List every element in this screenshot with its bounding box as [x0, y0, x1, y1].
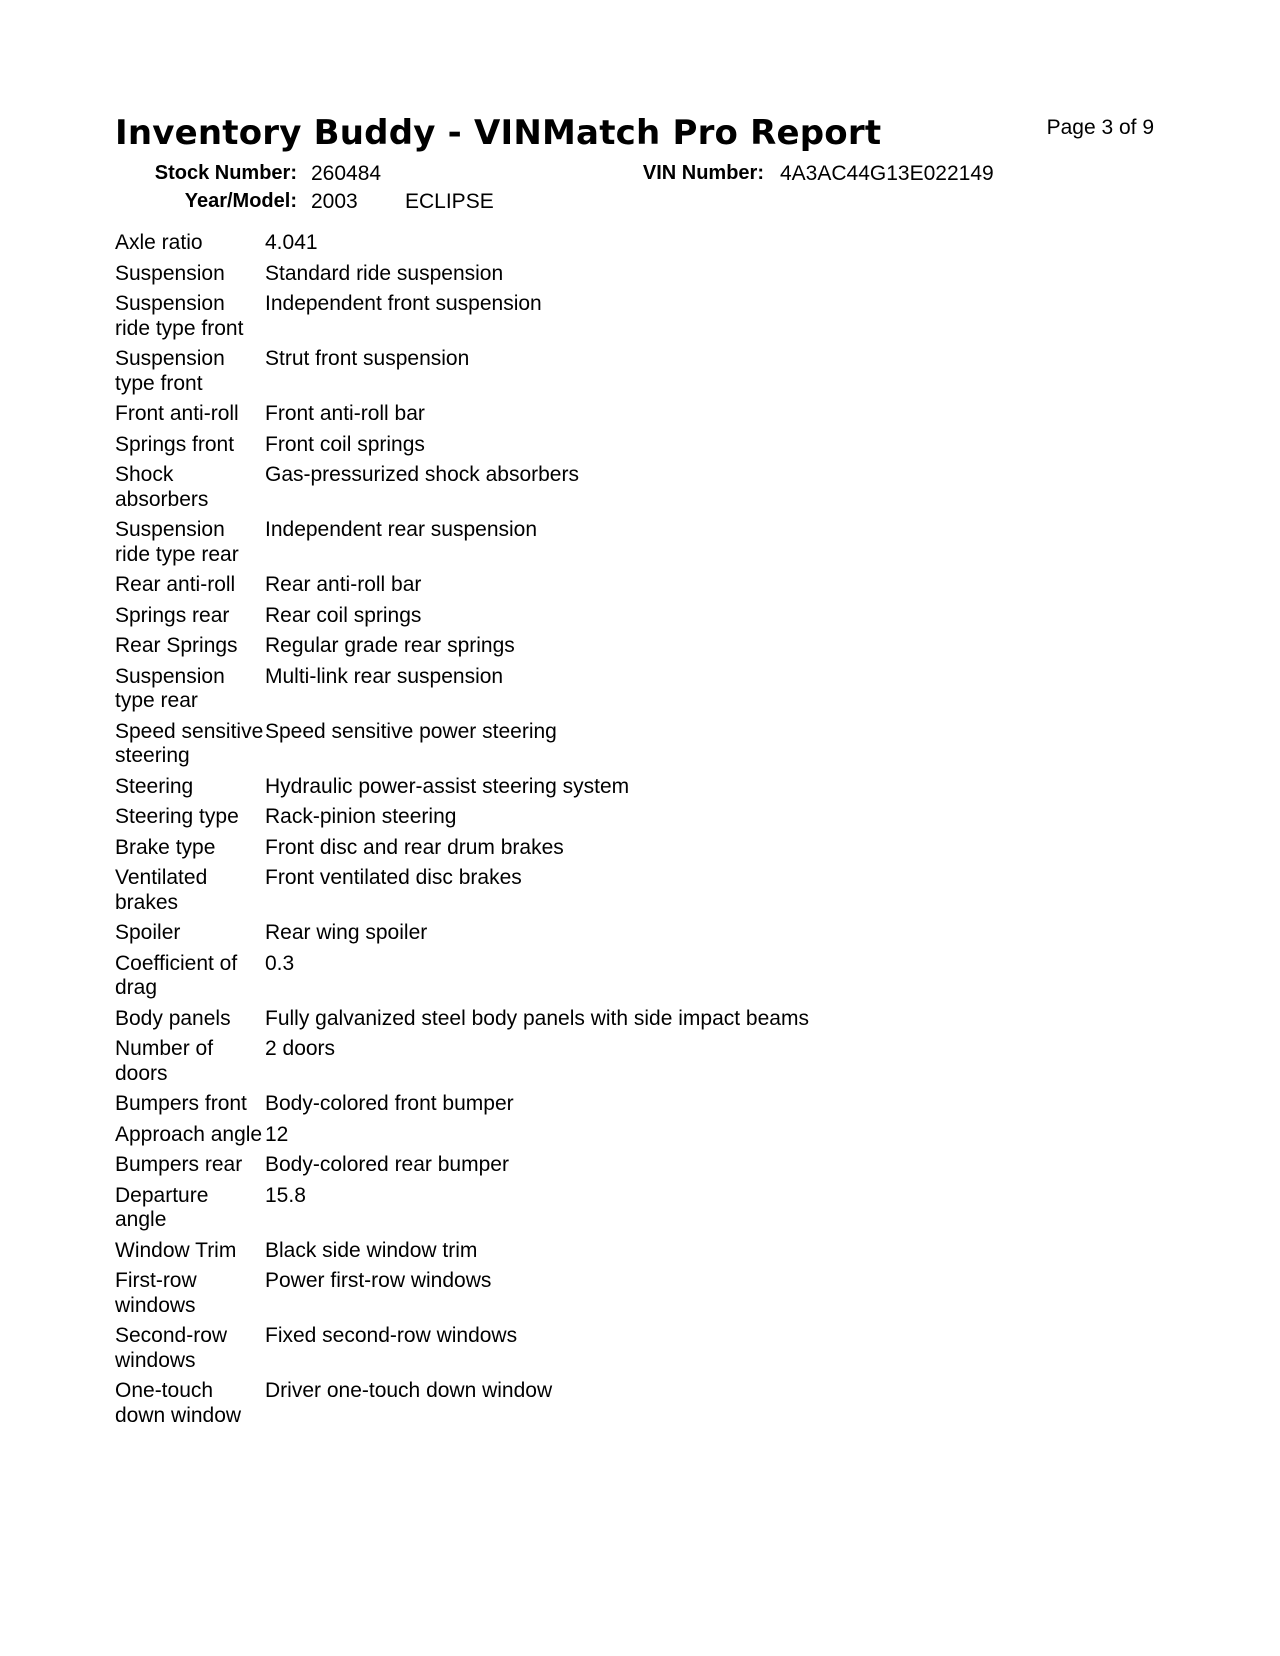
- spec-value: 4.041: [265, 231, 318, 254]
- spec-value: Rear coil springs: [265, 603, 422, 627]
- spec-label: Suspension ride type rear: [115, 518, 239, 566]
- spec-row: [115, 662, 1065, 717]
- spec-value: 0.3: [265, 951, 295, 975]
- spec-row: [115, 772, 1065, 803]
- spec-label: Steering type: [115, 805, 239, 828]
- spec-row: [115, 430, 1065, 461]
- vin-number-value: 4A3AC44G13E022149: [780, 162, 994, 185]
- spec-value: Front coil springs: [265, 432, 425, 456]
- spec-label: Axle ratio: [115, 231, 203, 254]
- vin-number-label: VIN Number:: [642, 162, 764, 184]
- spec-label: Spoiler: [115, 921, 181, 944]
- spec-value: 15.8: [265, 1183, 306, 1207]
- spec-row: [115, 601, 1065, 632]
- spec-label: Number of doors: [115, 1037, 214, 1085]
- spec-table-body: [115, 228, 1065, 1431]
- spec-label: Second-row windows: [115, 1324, 228, 1372]
- spec-value: Black side window trim: [265, 1238, 478, 1262]
- spec-row: [115, 570, 1065, 601]
- spec-value: Speed sensitive power steering: [265, 719, 557, 743]
- spec-value: Fully galvanized steel body panels with side impact beams: [265, 1006, 809, 1030]
- spec-value: Body-colored rear bumper: [265, 1153, 509, 1176]
- spec-value: 2 doors: [265, 1037, 336, 1060]
- spec-value: Front disc and rear drum brakes: [265, 835, 564, 859]
- spec-value: Multi-link rear suspension: [265, 664, 504, 688]
- spec-row: [115, 1321, 1065, 1376]
- spec-row: [115, 399, 1065, 430]
- spec-label: Shock absorbers: [115, 463, 209, 511]
- spec-label: Approach angle: [115, 1122, 263, 1146]
- spec-label: Springs front: [115, 432, 235, 456]
- year-model-label: Year/Model:: [184, 190, 297, 212]
- stock-number-value: 260484: [311, 162, 382, 185]
- spec-value: Strut front suspension: [265, 347, 470, 370]
- spec-value: Gas-pressurized shock absorbers: [265, 463, 579, 486]
- spec-row: [115, 1004, 1065, 1035]
- spec-label: Suspension type front: [115, 347, 225, 395]
- spec-row: [115, 1089, 1065, 1120]
- spec-row: [115, 631, 1065, 662]
- spec-value: Independent rear suspension: [265, 518, 538, 541]
- stock-number-label: Stock Number:: [154, 162, 297, 184]
- spec-value: Rack-pinion steering: [265, 805, 457, 828]
- spec-row: [115, 1181, 1065, 1236]
- spec-label: Bumpers rear: [115, 1153, 243, 1176]
- spec-label: Rear anti-roll: [115, 573, 236, 596]
- spec-value: Body-colored front bumper: [265, 1092, 514, 1115]
- spec-value: 12: [265, 1122, 289, 1146]
- spec-value: Front ventilated disc brakes: [265, 866, 522, 889]
- spec-row: [115, 1120, 1065, 1151]
- spec-label: Window Trim: [115, 1238, 237, 1262]
- spec-value: Hydraulic power-assist steering system: [265, 774, 630, 798]
- spec-value: Front anti-roll bar: [265, 402, 425, 425]
- spec-label: Speed sensitive steering: [115, 719, 264, 767]
- spec-label: One-touch down window: [115, 1379, 242, 1427]
- spec-row: [115, 1266, 1065, 1321]
- spec-label: Brake type: [115, 835, 216, 859]
- spec-label: Ventilated brakes: [115, 866, 208, 914]
- spec-label: Springs rear: [115, 603, 230, 627]
- spec-row: [115, 802, 1065, 833]
- model-value: ECLIPSE: [405, 190, 494, 213]
- spec-row: [115, 515, 1065, 570]
- spec-value: Fixed second-row windows: [265, 1324, 518, 1347]
- spec-value: Standard ride suspension: [265, 261, 504, 285]
- spec-row: [115, 344, 1065, 399]
- spec-table: [115, 228, 1065, 1431]
- spec-label: Steering: [115, 774, 194, 798]
- spec-label: Bumpers front: [115, 1092, 247, 1115]
- spec-row: [115, 1236, 1065, 1267]
- spec-row: [115, 228, 1065, 259]
- spec-row: [115, 1376, 1065, 1431]
- spec-row: [115, 259, 1065, 290]
- report-title: Inventory Buddy - VINMatch Pro Report: [115, 113, 882, 153]
- spec-label: Suspension ride type front: [115, 292, 244, 340]
- spec-row: [115, 918, 1065, 949]
- spec-label: Rear Springs: [115, 634, 238, 657]
- spec-value: Driver one-touch down window: [265, 1379, 553, 1402]
- spec-label: First-row windows: [115, 1269, 197, 1317]
- spec-row: [115, 1034, 1065, 1089]
- page-indicator: Page 3 of 9: [1046, 116, 1154, 139]
- spec-row: [115, 863, 1065, 918]
- year-value: 2003: [311, 190, 358, 213]
- spec-value: Regular grade rear springs: [265, 634, 515, 657]
- spec-value: Rear wing spoiler: [265, 921, 428, 944]
- spec-label: Suspension: [115, 261, 225, 285]
- spec-value: Rear anti-roll bar: [265, 573, 422, 596]
- spec-label: Coefficient of drag: [115, 951, 238, 999]
- spec-value: Power first-row windows: [265, 1269, 492, 1292]
- spec-label: Front anti-roll: [115, 402, 239, 425]
- spec-row: [115, 289, 1065, 344]
- spec-label: Departure angle: [115, 1183, 209, 1231]
- spec-row: [115, 833, 1065, 864]
- spec-label: Body panels: [115, 1006, 231, 1030]
- spec-value: Independent front suspension: [265, 292, 542, 315]
- spec-row: [115, 1150, 1065, 1181]
- spec-row: [115, 460, 1065, 515]
- spec-row: [115, 949, 1065, 1004]
- spec-label: Suspension type rear: [115, 664, 225, 712]
- spec-row: [115, 717, 1065, 772]
